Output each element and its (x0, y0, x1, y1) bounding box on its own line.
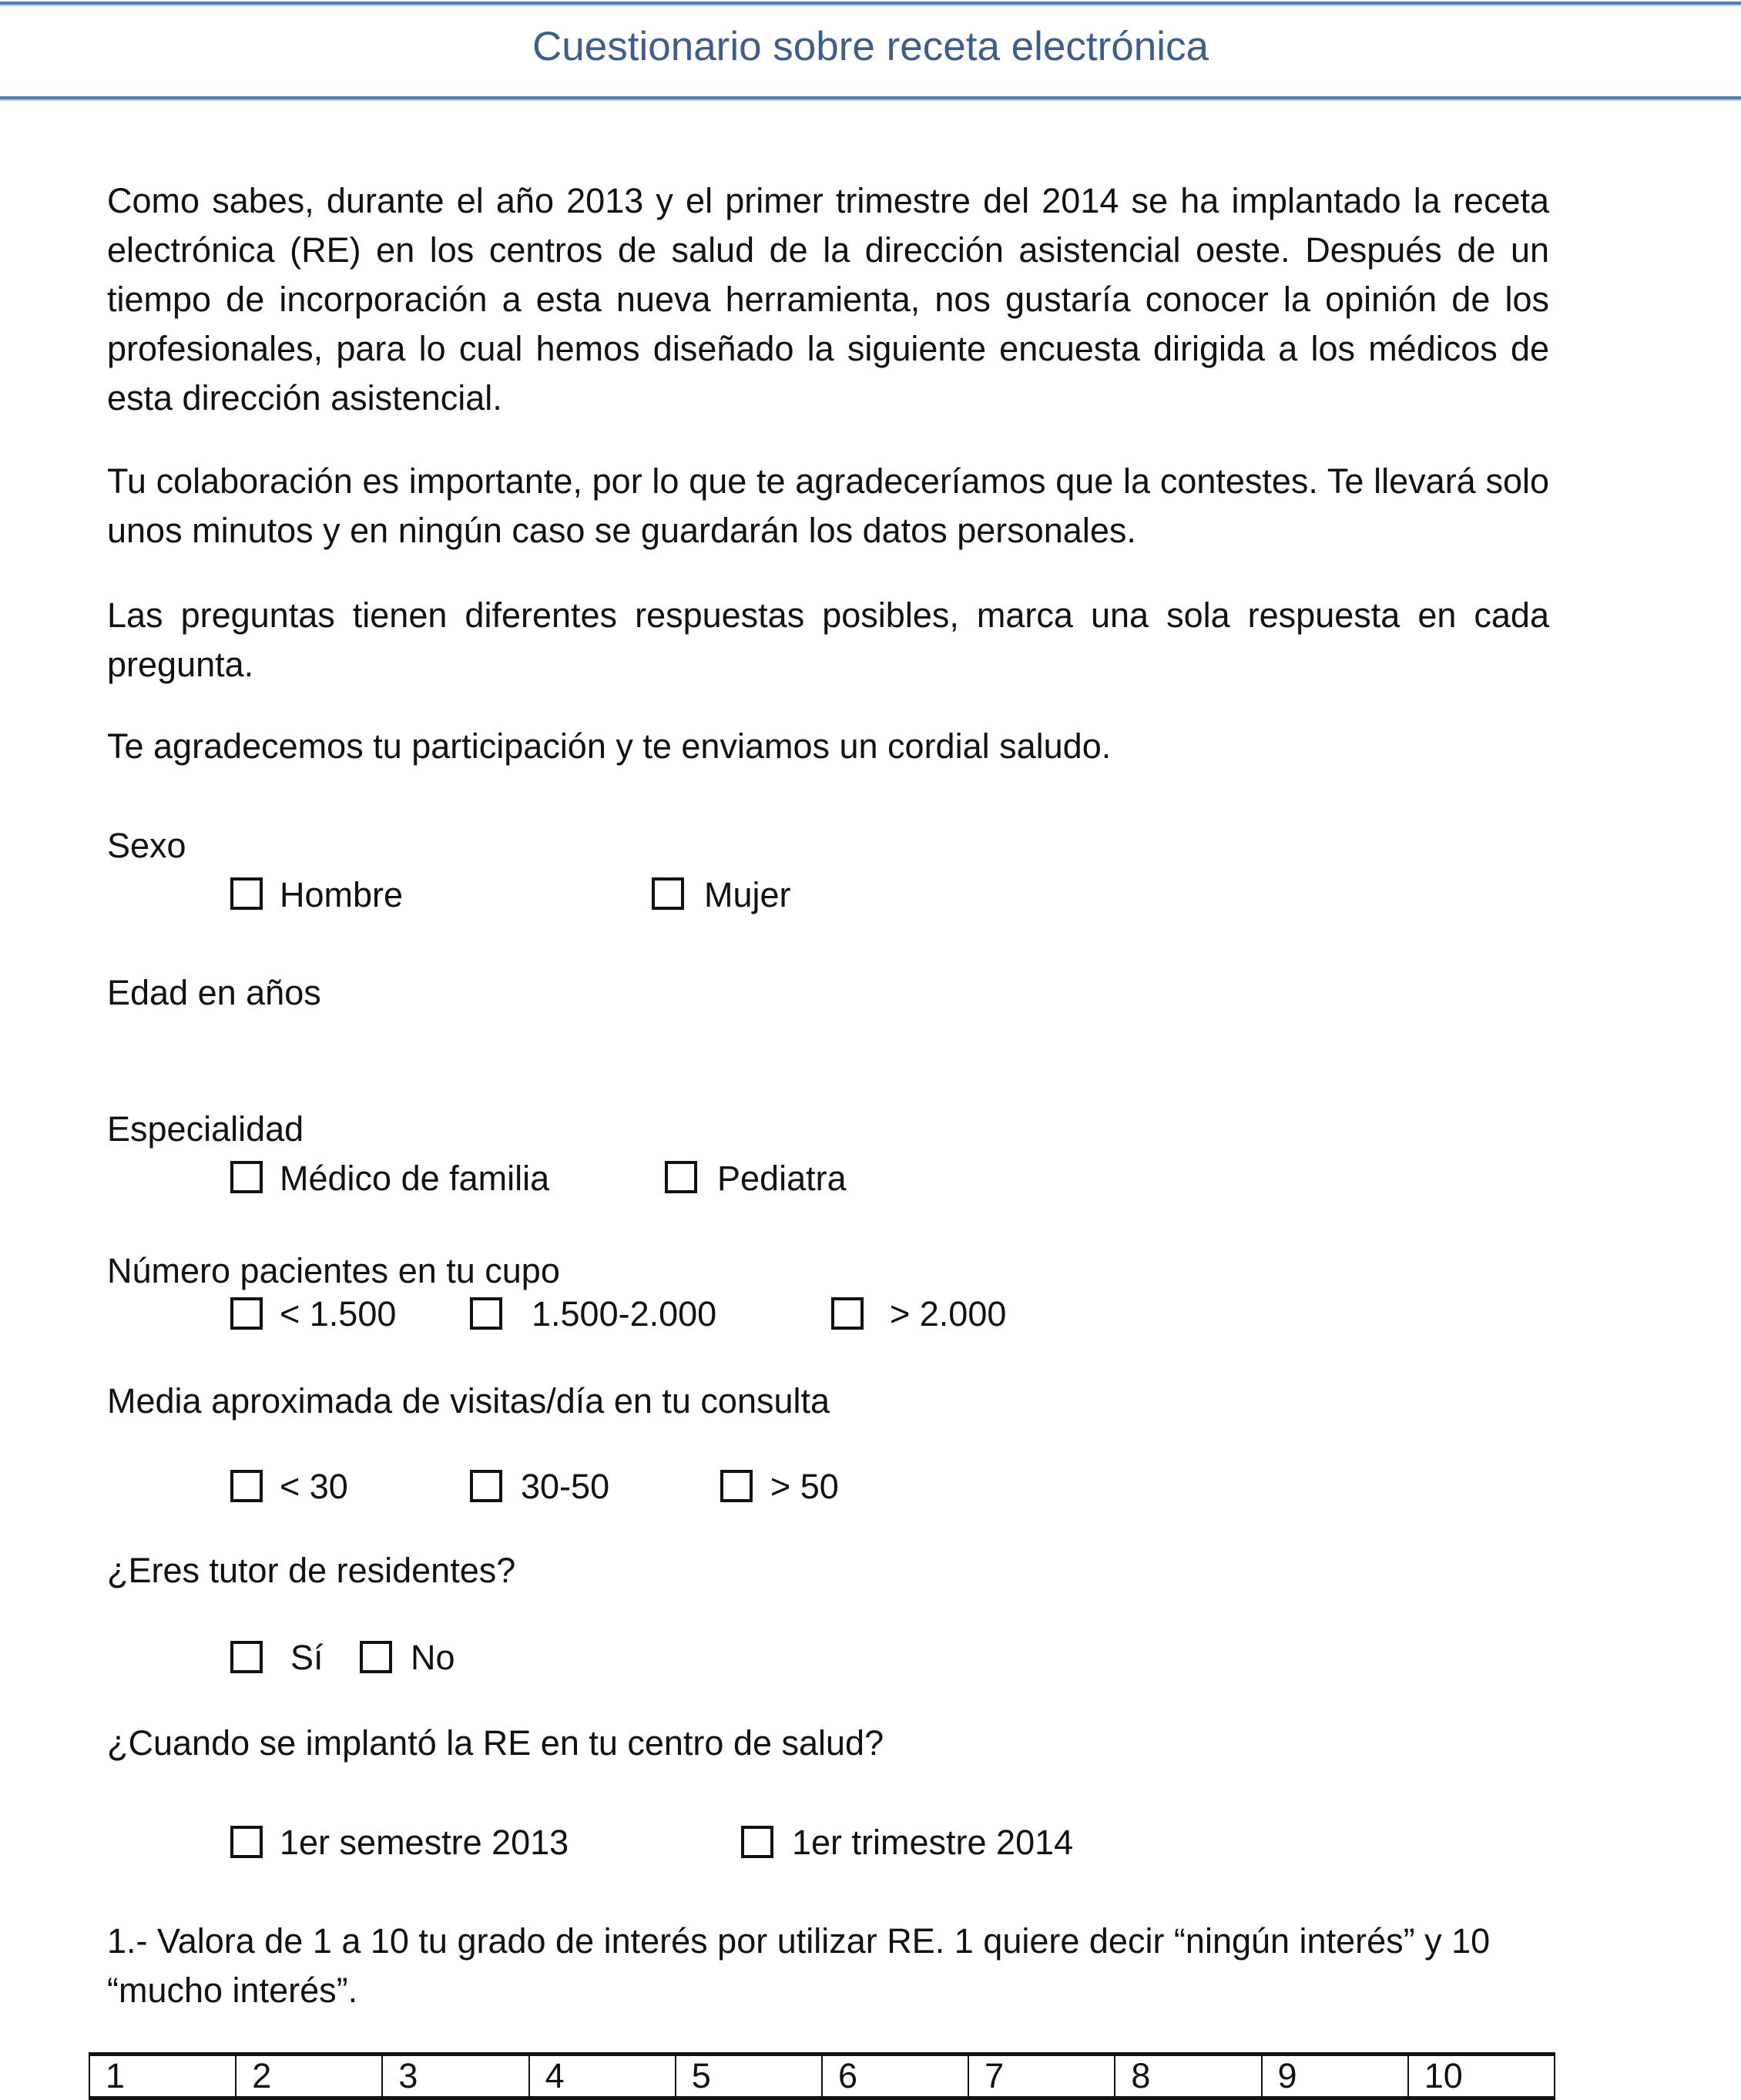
scale-cell-4[interactable]: 4 (529, 2055, 676, 2098)
option-label: No (411, 1638, 455, 1677)
checkbox-pediatra[interactable] (665, 1161, 697, 1193)
option-label: Médico de familia (280, 1159, 550, 1198)
question-sexo-label: Sexo (107, 826, 186, 865)
checkbox-cupo-gt-2000[interactable] (831, 1297, 864, 1330)
question-implantacion-label: ¿Cuando se implantó la RE en tu centro de salud? (107, 1723, 884, 1763)
interest-scale-table (89, 2052, 1555, 2100)
question-visitas-label: Media aproximada de visitas/día en tu consulta (107, 1381, 830, 1421)
checkbox-semestre-2013[interactable] (230, 1826, 263, 1858)
option-label: > 50 (770, 1467, 839, 1506)
option-label: Pediatra (717, 1159, 847, 1198)
checkbox-trimestre-2014[interactable] (741, 1826, 773, 1858)
checkbox-visitas-lt-30[interactable] (230, 1470, 263, 1502)
checkbox-mujer[interactable] (652, 877, 684, 910)
header-top-rule (0, 2, 1741, 5)
scale-cell-1[interactable]: 1 (89, 2055, 236, 2098)
header-bottom-rule (0, 96, 1741, 99)
scale-cell-6[interactable]: 6 (822, 2055, 968, 2098)
option-label: 1er trimestre 2014 (792, 1823, 1074, 1862)
option-label: < 1.500 (280, 1294, 397, 1333)
page-title: Cuestionario sobre receta electrónica (532, 24, 1209, 69)
intro-paragraph: Las preguntas tienen diferentes respuestas posibles, marca una sola respuesta en cada pregunta. (107, 595, 1549, 684)
option-label: 30-50 (521, 1467, 610, 1506)
checkbox-tutor-si[interactable] (230, 1641, 263, 1673)
checkbox-tutor-no[interactable] (360, 1641, 392, 1673)
option-label: 1er semestre 2013 (280, 1823, 569, 1862)
scale-cell-5[interactable]: 5 (676, 2055, 822, 2098)
option-label: Hombre (280, 875, 404, 914)
scale-cell-10[interactable]: 10 (1408, 2055, 1555, 2098)
intro-paragraph: Te agradecemos tu participación y te enviamos un cordial saludo. (107, 726, 1112, 766)
checkbox-medico-familia[interactable] (230, 1161, 263, 1193)
scale-cell-9[interactable]: 9 (1262, 2055, 1408, 2098)
question-tutor-label: ¿Eres tutor de residentes? (107, 1551, 516, 1590)
checkbox-cupo-1500-2000[interactable] (470, 1297, 502, 1330)
scale-cell-3[interactable]: 3 (382, 2055, 528, 2098)
checkbox-visitas-30-50[interactable] (470, 1470, 502, 1502)
scale-cell-8[interactable]: 8 (1115, 2055, 1261, 2098)
scale-cell-7[interactable]: 7 (968, 2055, 1115, 2098)
question-1-label: 1.- Valora de 1 a 10 tu grado de interés por utilizar RE. 1 quiere decir “ningún interés” y 10 “mucho interés”. (107, 1921, 1491, 2010)
question-cupo-label: Número pacientes en tu cupo (107, 1251, 560, 1290)
option-label: 1.500-2.000 (532, 1294, 717, 1333)
table-row (89, 2055, 1555, 2098)
checkbox-cupo-lt-1500[interactable] (230, 1297, 263, 1330)
option-label: Sí (290, 1638, 324, 1677)
checkbox-visitas-gt-50[interactable] (720, 1470, 753, 1502)
option-label: < 30 (280, 1467, 348, 1506)
option-label: Mujer (704, 875, 791, 914)
question-edad-label: Edad en años (107, 973, 321, 1012)
checkbox-hombre[interactable] (230, 877, 263, 910)
intro-paragraph: Tu colaboración es importante, por lo que te agradeceríamos que la contestes. Te llevará solo unos minutos y en ningún caso se guardarán los datos personales. (107, 461, 1549, 550)
question-especialidad-label: Especialidad (107, 1109, 304, 1149)
scale-cell-2[interactable]: 2 (236, 2055, 382, 2098)
intro-paragraph: Como sabes, durante el año 2013 y el primer trimestre del 2014 se ha implantado la receta electrónica (RE) en los centros de salud de la dirección asistencial oeste. Después de un tiempo de incorporación a esta nueva herramienta, nos gustaría conocer la opinión de los profesionales, para lo cual hemos diseñado la siguiente encuesta dirigida a los médicos de esta dirección asistencial. (107, 181, 1549, 418)
option-label: > 2.000 (890, 1294, 1007, 1333)
